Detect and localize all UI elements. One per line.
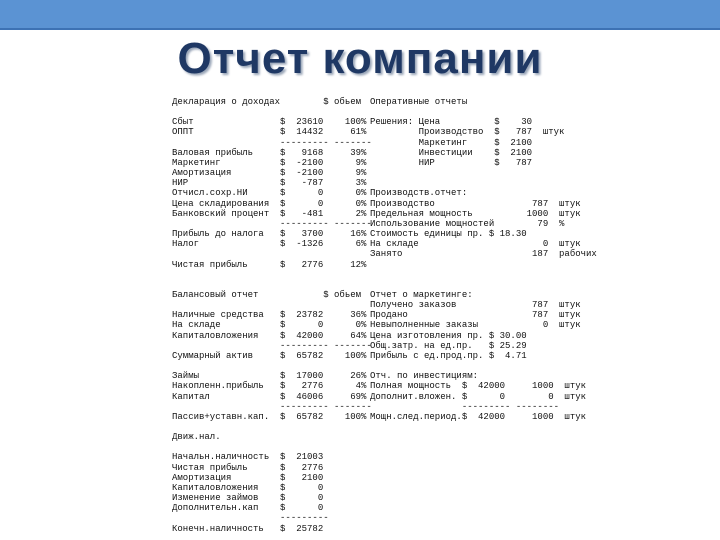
report-left-line: Движ.нал. (172, 432, 221, 443)
report-right-line: Стоимость единицы пр. $ 18.30 (370, 229, 527, 240)
report-left-line: Накопленн.прибыль $ 2776 4% (172, 381, 367, 392)
report-left-line (172, 300, 372, 310)
report-right-line: Производство $ 787 штук (370, 127, 565, 138)
report-left-line (172, 361, 372, 371)
report-left-line: Чистая прибыль $ 2776 (172, 462, 324, 473)
report-right-line: Отчет о маркетинге: (370, 289, 473, 300)
slide-title: Отчет компании (177, 34, 543, 83)
report-left-line: На складе $ 0 0% (172, 320, 367, 331)
report-left-line: Налог $ -1326 6% (172, 239, 367, 250)
report-left-line: Чистая прибыль $ 2776 12% (172, 259, 367, 270)
report-right-line: Прибыль с ед.прод.пр. $ 4.71 (370, 350, 527, 361)
report-left-line: Маркетинг $ -2100 9% (172, 157, 367, 168)
report-left-line (172, 107, 372, 117)
report-left-line: Конечн.наличность $ 25782 (172, 523, 324, 534)
report-right-line (370, 178, 597, 188)
report-left-line: Капитал $ 46006 69% (172, 391, 367, 402)
report-left-line: Прибыль до налога $ 3700 16% (172, 229, 367, 240)
report-left-line: Начальн.наличность $ 21003 (172, 452, 324, 463)
report-left-line (172, 280, 372, 290)
report-left-line: --------- ------- (172, 401, 372, 412)
report-left-line: Капиталовложения $ 0 (172, 482, 324, 493)
report-right-line: Невыполненные заказы 0 штук (370, 320, 581, 331)
report-left-line: Амортизация $ -2100 9% (172, 168, 367, 179)
report-left-line: Наличные средства $ 23782 36% (172, 310, 367, 321)
report-left-line: Изменение займов $ 0 (172, 493, 324, 504)
report-left-line: Пассив+уставн.кап. $ 65782 100% (172, 411, 367, 422)
report-left-line: Суммарный актив $ 65782 100% (172, 350, 367, 361)
report-left-line (172, 442, 372, 452)
report-left-line: Цена складирования $ 0 0% (172, 198, 367, 209)
report-right-line (370, 168, 597, 178)
report-left-line: --------- ------- (172, 137, 372, 148)
report-right-line: Оперативные отчеты (370, 97, 468, 107)
report-left-line: ОППТ $ 14432 61% (172, 127, 367, 138)
report-left-line (172, 422, 372, 432)
report-right-column (370, 97, 597, 422)
report-right-line (370, 270, 597, 280)
report-left-line: --------- (172, 513, 329, 524)
report-right-line: Цена изготовления пр. $ 30.00 (370, 330, 527, 341)
report-right-line: НИР $ 787 (370, 157, 533, 168)
report-right-line: Получено заказов 787 штук (370, 300, 581, 311)
report-right-line: Инвестиции $ 2100 (370, 147, 533, 158)
report-right-line: Занято 187 рабочих (370, 249, 597, 260)
report-right-line: Отч. по инвестициям: (370, 371, 479, 382)
report-left-line: Капиталовложения $ 42000 64% (172, 330, 367, 341)
report-left-line: Сбыт $ 23610 100% (172, 117, 367, 128)
report-left-line (172, 249, 372, 259)
report-right-line (370, 280, 597, 290)
report-left-line: Дополнительн.кап $ 0 (172, 503, 324, 514)
report-right-line: Маркетинг $ 2100 (370, 137, 533, 148)
report-left-line: Займы $ 17000 26% (172, 371, 367, 382)
report-right-line: Полная мощность $ 42000 1000 штук (370, 381, 587, 392)
report-right-line: Предельная мощность 1000 штук (370, 208, 581, 219)
report-left-line: Амортизация $ 2100 (172, 472, 324, 483)
report-left-column (172, 97, 372, 534)
report-right-line: Дополнит.вложен. $ 0 0 штук (370, 391, 587, 402)
report-right-line: --------- -------- (370, 401, 560, 412)
report-left-line: --------- ------- (172, 218, 372, 229)
top-banner (0, 0, 720, 30)
report-left-line: Банковский процент $ -481 2% (172, 208, 367, 219)
report-left-line: НИР $ -787 3% (172, 178, 367, 189)
report-left-line: Отчисл.сохр.НИ $ 0 0% (172, 188, 367, 199)
report-left-line: Валовая прибыль $ 9168 39% (172, 147, 367, 158)
report-left-line: --------- ------- (172, 340, 372, 351)
report-right-line (370, 260, 597, 270)
report-right-line: Продано 787 штук (370, 310, 581, 321)
report-right-line: Решения: Цена $ 30 (370, 117, 533, 128)
report-right-line: Производств.отчет: (370, 188, 468, 199)
report-right-line (370, 107, 597, 117)
report-left-line: Балансовый отчет $ обьем (172, 289, 362, 300)
report-right-line (370, 361, 597, 371)
report-right-line: Мощн.след.период.$ 42000 1000 штук (370, 411, 587, 422)
report-right-line: Общ.затр. на ед.пр. $ 25.29 (370, 340, 527, 351)
report-right-line: На складе 0 штук (370, 239, 581, 250)
report-left-line (172, 270, 372, 280)
report-right-line: Использование мощностей 79 % (370, 218, 565, 229)
report-right-line: Производство 787 штук (370, 198, 581, 209)
report-left-line: Декларация о доходах $ обьем (172, 97, 362, 107)
